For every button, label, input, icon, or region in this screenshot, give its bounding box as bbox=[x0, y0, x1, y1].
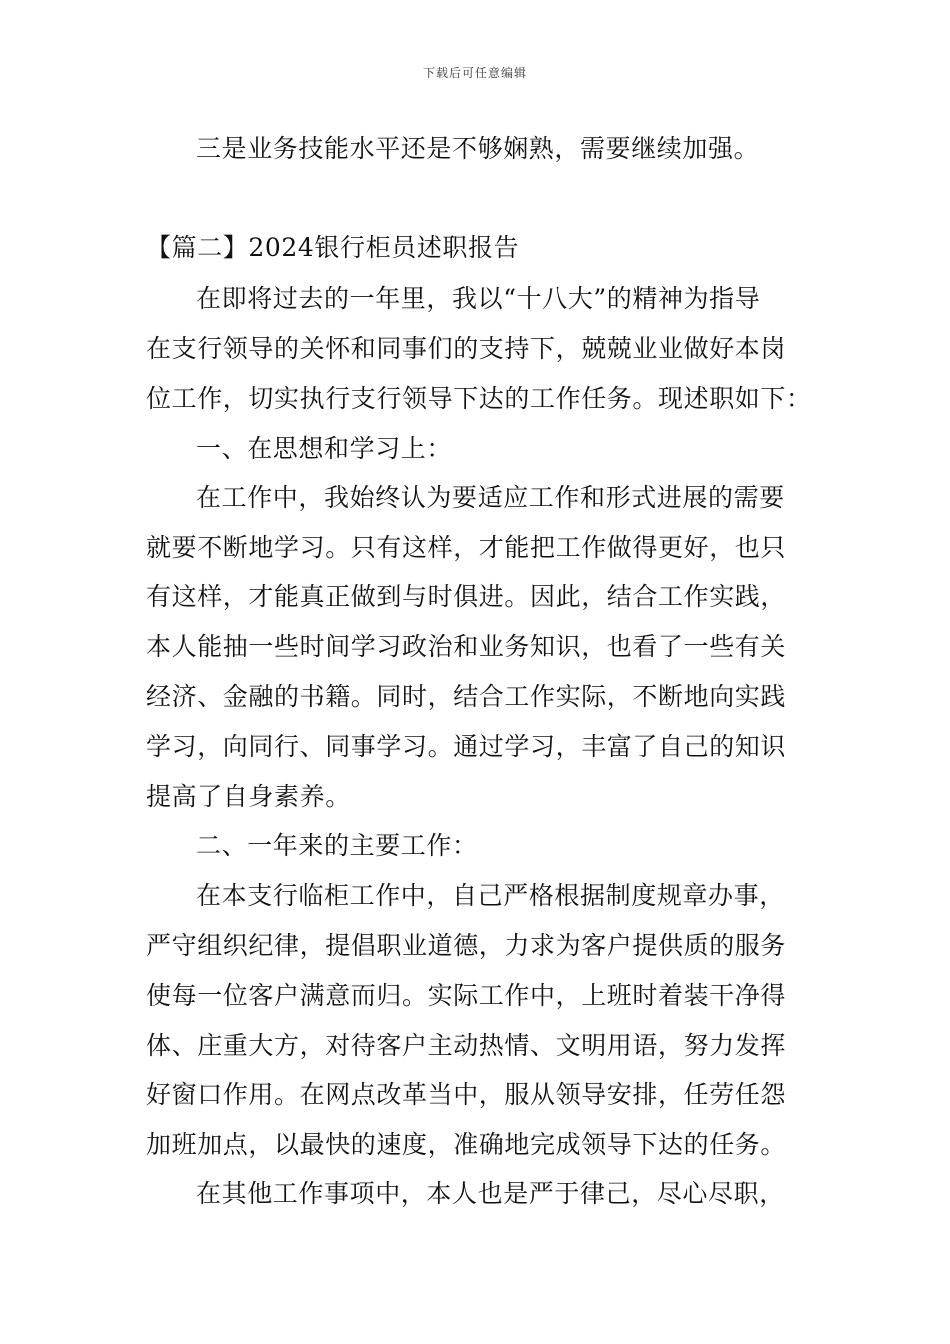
text-line: 提高了自身素养。 bbox=[146, 782, 351, 811]
text-line: 在本支行临柜工作中，自己严格根据制度规章办事， bbox=[196, 881, 785, 910]
text-line: 经济、金融的书籍。同时，结合工作实际，不断地向实践 bbox=[146, 682, 787, 711]
text-line: 加班加点，以最快的速度，准确地完成领导下达的任务。 bbox=[146, 1130, 787, 1159]
text-line: 在支行领导的关怀和同事们的支持下，兢兢业业做好本岗 bbox=[146, 334, 787, 363]
text-line: 三是业务技能水平还是不够娴熟，需要继续加强。 bbox=[196, 134, 760, 163]
subheading: 一、在思想和学习上： bbox=[196, 434, 453, 463]
text-line: 严守组织纪律，提倡职业道德，力求为客户提供质的服务 bbox=[146, 931, 787, 960]
text-line: 在其他工作事项中，本人也是严于律己，尽心尽职， bbox=[196, 1179, 785, 1208]
text-line: 就要不断地学习。只有这样，才能把工作做得更好，也只 bbox=[146, 533, 787, 562]
text-line: 使每一位客户满意而归。实际工作中，上班时着装干净得 bbox=[146, 981, 787, 1010]
text-line: 本人能抽一些时间学习政治和业务知识，也看了一些有关 bbox=[146, 632, 787, 661]
text-line: 在即将过去的一年里，我以“十八大”的精神为指导 bbox=[196, 284, 761, 313]
text-line: 在工作中，我始终认为要适应工作和形式进展的需要 bbox=[196, 483, 785, 512]
text-line: 好窗口作用。在网点改革当中，服从领导安排，任劳任怨 bbox=[146, 1080, 787, 1109]
text-line: 位工作，切实执行支行领导下达的工作任务。现述职如下： bbox=[146, 384, 812, 413]
section-heading: 【篇二】2024银行柜员述职报告 bbox=[146, 233, 520, 262]
text-line: 有这样，才能真正做到与时俱进。因此，结合工作实践， bbox=[146, 582, 787, 611]
subheading: 二、一年来的主要工作： bbox=[196, 831, 478, 860]
text-line: 体、庄重大方，对待客户主动热情、文明用语，努力发挥 bbox=[146, 1031, 787, 1060]
text-line: 学习，向同行、同事学习。通过学习，丰富了自己的知识 bbox=[146, 732, 787, 761]
page-header-note: 下载后可任意编辑 bbox=[422, 66, 527, 80]
